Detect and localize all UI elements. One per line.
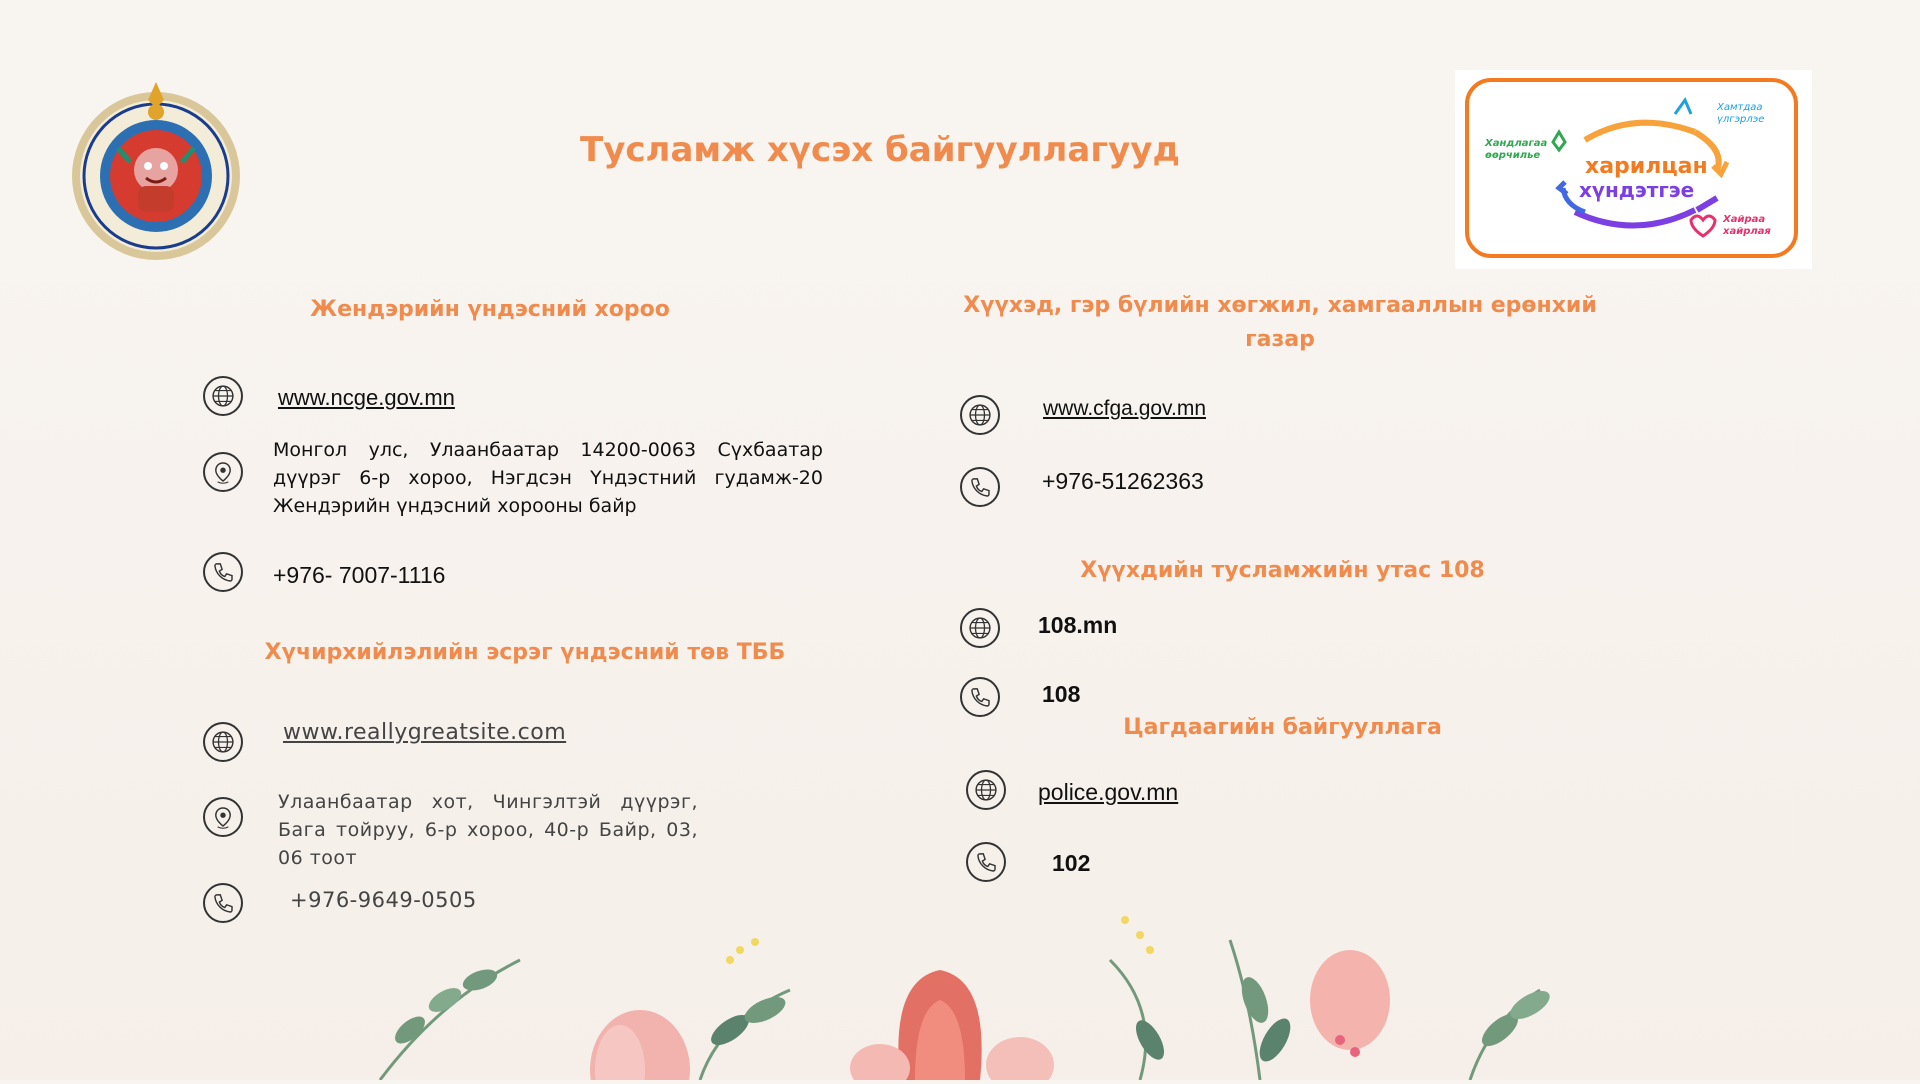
logo-top-right-line1: Хамтдаа — [1717, 102, 1763, 113]
child-helpline-phone: 108 — [1042, 681, 1081, 707]
org-title-cfga — [960, 289, 1600, 357]
logo-left-text — [1485, 138, 1547, 162]
phone-icon — [966, 842, 1006, 882]
phone-icon — [203, 552, 243, 592]
ncge-address: Монгол улс, Улаанбаатар 14200-0063 Сүхбаатар дүүрэг 6-р хороо, Нэгдсэн Үндэстний гудамж-20 Жендэрийн үндэсний хорооны байр — [273, 439, 823, 517]
phone-icon — [960, 677, 1000, 717]
logo-main-line2: хүндэтгэе — [1579, 178, 1695, 202]
respect-campaign-logo — [1455, 70, 1812, 269]
anti-violence-phone: +976-9649-0505 — [290, 888, 477, 912]
logo-left-line1: Хандлагаа — [1485, 138, 1548, 149]
cfga-phone: +976-51262363 — [1042, 468, 1204, 494]
logo-main-line1: харилцан — [1585, 154, 1708, 179]
child-helpline-website-link[interactable]: 108.mn — [1038, 612, 1118, 638]
ncge-phone: +976- 7007-1116 — [273, 562, 446, 588]
agency-emblem — [68, 78, 244, 262]
page-title: Тусламж хүсэх байгууллагууд — [580, 130, 1180, 170]
globe-icon — [203, 376, 243, 416]
logo-left-line2: өөрчилье — [1485, 150, 1541, 161]
logo-top-right-line2: үлгэрлэе — [1717, 114, 1765, 125]
globe-icon — [203, 722, 243, 762]
org-title-ncge: Жендэрийн үндэсний хороо — [310, 297, 670, 322]
cfga-title-line2: газар — [1245, 327, 1315, 352]
globe-icon — [960, 395, 1000, 435]
org-title-child-helpline: Хүүхдийн тусламжийн утас 108 — [1080, 558, 1485, 583]
globe-icon — [966, 770, 1006, 810]
globe-icon — [960, 608, 1000, 648]
anti-violence-website-link[interactable]: www.reallygreatsite.com — [283, 720, 567, 745]
logo-bottom-right-line1: Хайраа — [1723, 214, 1766, 225]
police-website-link[interactable]: police.gov.mn — [1038, 779, 1179, 805]
anti-violence-address: Улаанбаатар хот, Чингэлтэй дүүрэг, Бага тойруу, 6-р хороо, 40-р Байр, 03, 06 тоот — [278, 791, 698, 869]
flower-decoration — [0, 900, 1920, 1080]
org-title-anti-violence-center: Хүчирхийлэлийн эсрэг үндэсний төв ТББ — [264, 640, 786, 665]
logo-top-right-text — [1717, 102, 1764, 126]
location-pin-icon — [203, 797, 243, 837]
police-phone: 102 — [1052, 850, 1091, 876]
cfga-website-link[interactable]: www.cfga.gov.mn — [1043, 397, 1207, 420]
logo-bottom-right-line2: хайрлая — [1723, 226, 1771, 237]
logo-bottom-right-text — [1723, 214, 1771, 238]
cfga-title-line1: Хүүхэд, гэр бүлийн хөгжил, хамгааллын ерөнхий — [963, 293, 1597, 318]
location-pin-icon — [203, 452, 243, 492]
ncge-website-link[interactable]: www.ncge.gov.mn — [278, 385, 455, 410]
org-title-police: Цагдаагийн байгууллага — [1123, 715, 1442, 740]
phone-icon — [960, 467, 1000, 507]
